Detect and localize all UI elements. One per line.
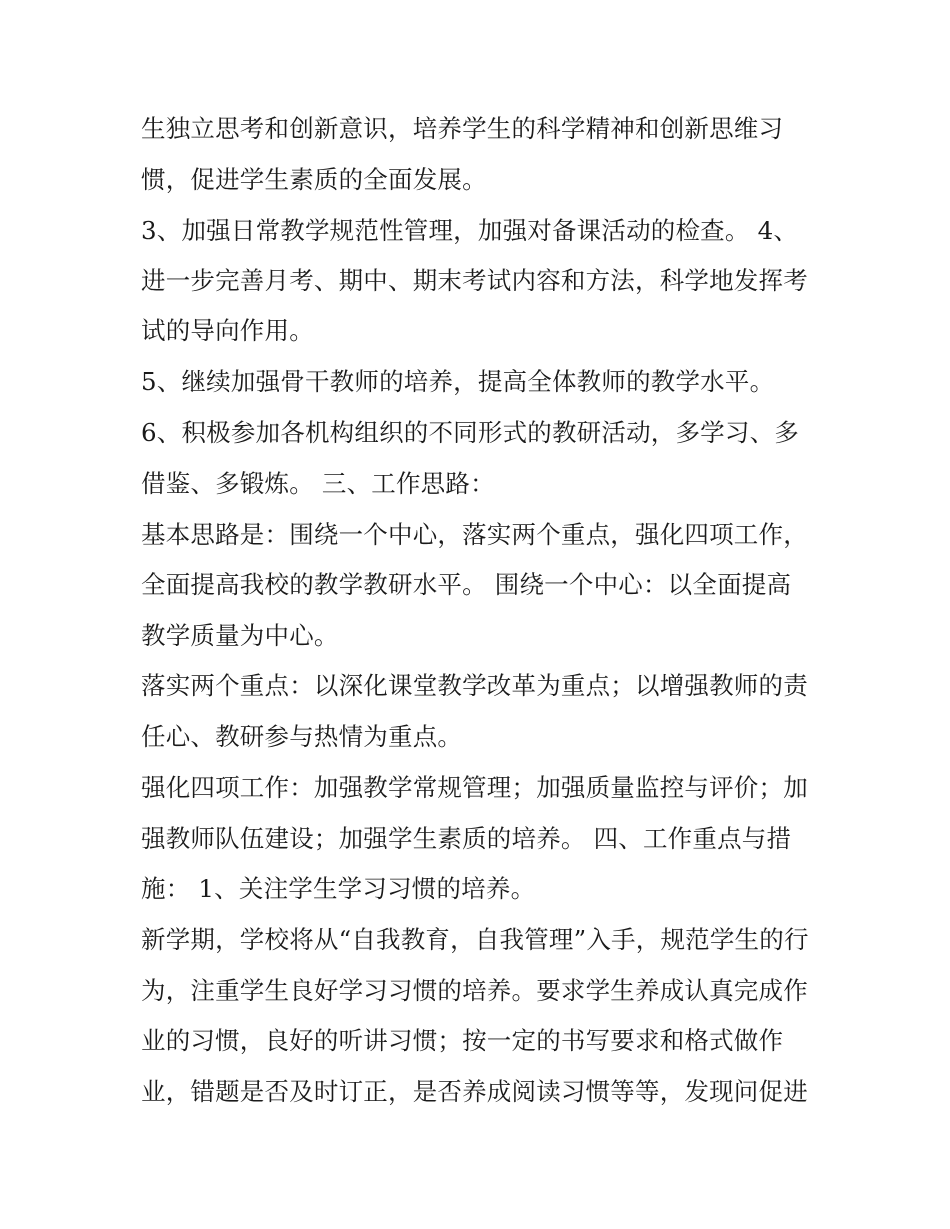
text-line: 惯，促进学生素质的全面发展。 [141,165,487,194]
text-line: 为，注重学生良好学习习惯的培养。要求学生养成认真完成作 [141,976,808,1005]
text-line: 借鉴、多锻炼。 三、工作思路： [141,469,495,498]
text-line: 5、继续加强骨干教师的培养，提高全体教师的教学水平。 [141,367,775,396]
text-line: 进一步完善月考、期中、期末考试内容和方法，科学地发挥考 [141,266,808,295]
text-line: 全面提高我校的教学教研水平。 围绕一个中心：以全面提高 [141,570,792,599]
text-line: 强教师队伍建设；加强学生素质的培养。 四、工作重点与措 [141,824,792,853]
text-line: 基本思路是：围绕一个中心，落实两个重点，强化四项工作， [141,520,808,549]
text-line: 任心、教研参与热情为重点。 [141,722,463,751]
text-line: 生独立思考和创新意识，培养学生的科学精神和创新思维习 [141,114,784,143]
text-line: 业的习惯，良好的听讲习惯；按一定的书写要求和格式做作 [141,1026,784,1055]
text-line: 强化四项工作：加强教学常规管理；加强质量监控与评价；加 [141,773,808,802]
text-line: 3、加强日常教学规范性管理，加强对备课活动的检查。 4、 [141,216,799,245]
text-line: 施： 1、关注学生学习习惯的培养。 [141,874,536,903]
text-line: 6、积极参加各机构组织的不同形式的教研活动，多学习、多 [141,418,799,447]
text-line: 新学期，学校将从“自我教育，自我管理”入手，规范学生的行 [141,925,809,954]
text-line: 教学质量为中心。 [141,621,339,650]
text-line: 试的导向作用。 [141,316,314,345]
text-line: 业，错题是否及时订正，是否养成阅读习惯等等，发现问促进 [141,1077,808,1106]
text-line: 落实两个重点：以深化课堂教学改革为重点；以增强教师的责 [141,671,808,700]
